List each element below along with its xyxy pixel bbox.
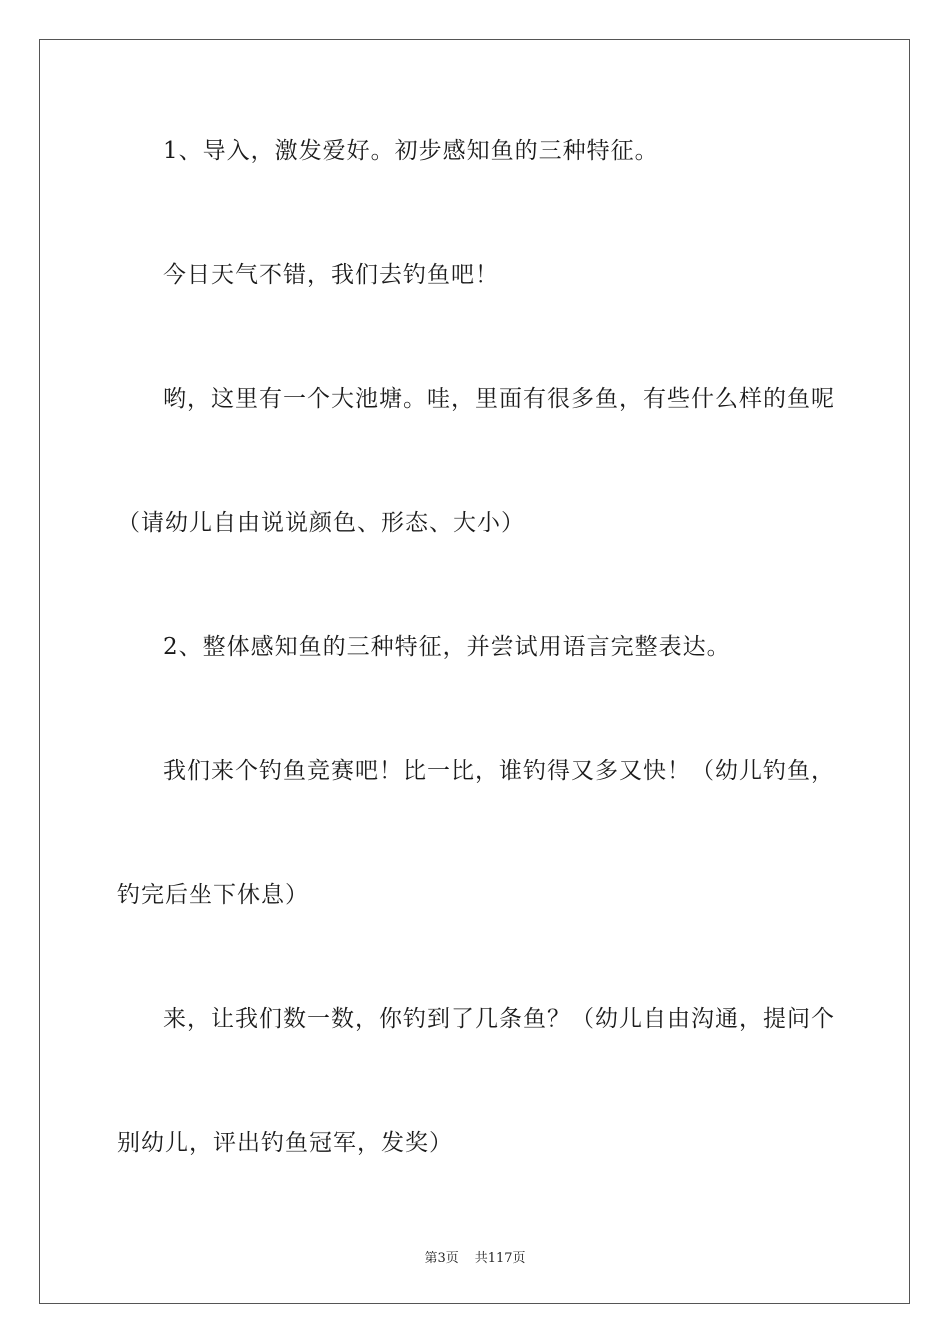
paragraph-6-continued: 别幼儿，评出钓鱼冠军，发奖） (117, 1130, 453, 1156)
paragraph-4: 2、整体感知鱼的三种特征，并尝试用语言完整表达。 (163, 634, 731, 660)
paragraph-6: 来，让我们数一数，你钓到了几条鱼？（幼儿自由沟通，提问个 (163, 1006, 835, 1032)
page-total: 共117页 (474, 1251, 526, 1266)
page-footer (0, 1247, 950, 1266)
paragraph-1: 1、导入，激发爱好。初步感知鱼的三种特征。 (163, 138, 659, 164)
paragraph-3: 哟，这里有一个大池塘。哇，里面有很多鱼，有些什么样的鱼呢 (163, 386, 835, 412)
paragraph-5: 我们来个钓鱼竞赛吧！比一比，谁钓得又多又快！（幼儿钓鱼， (163, 758, 835, 784)
page-number: 第3页 (424, 1251, 459, 1266)
paragraph-5-continued: 钓完后坐下休息） (117, 882, 309, 908)
page-border (39, 39, 910, 1304)
paragraph-3-continued: （请幼儿自由说说颜色、形态、大小） (117, 510, 525, 536)
paragraph-2: 今日天气不错，我们去钓鱼吧！ (163, 262, 499, 288)
